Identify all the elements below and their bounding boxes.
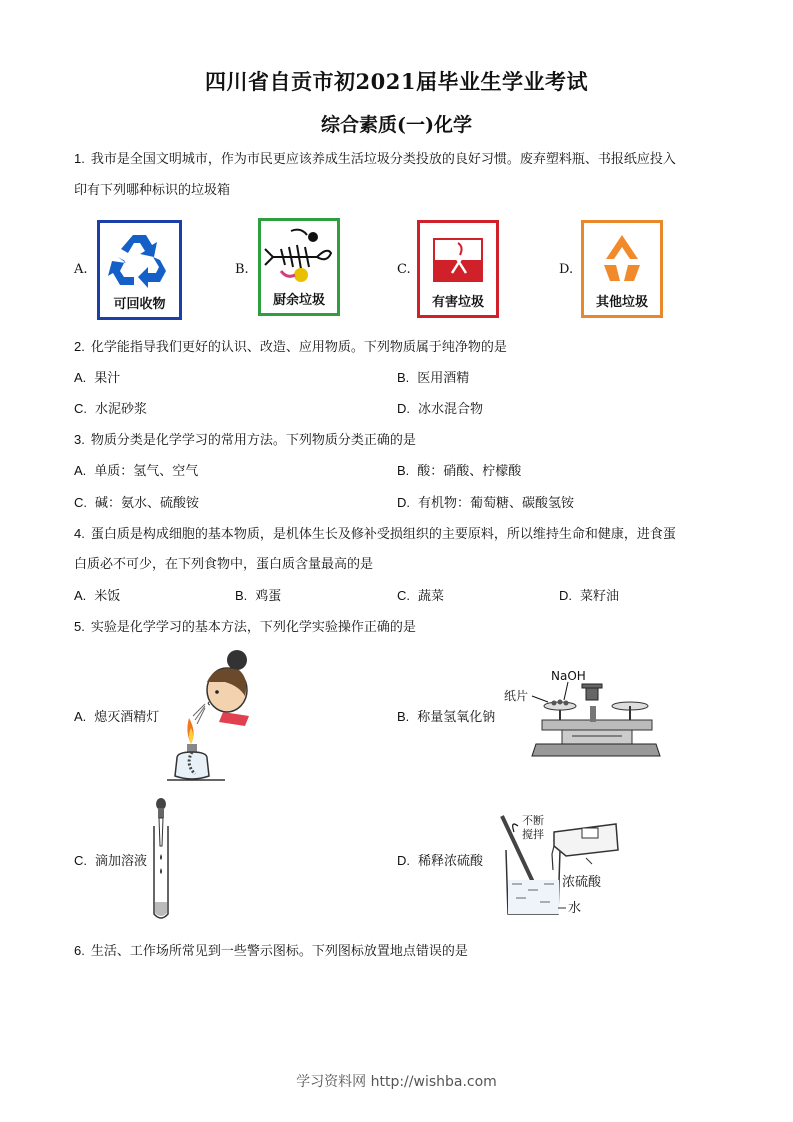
kitchen-waste-label: 厨余垃圾 bbox=[272, 293, 325, 308]
hazardous-waste-label: 有害垃圾 bbox=[431, 295, 484, 310]
other-waste-icon bbox=[584, 225, 660, 291]
q4-line1 bbox=[74, 526, 676, 543]
other-waste-sign bbox=[581, 220, 663, 318]
recycle-bin-label: 可回收物 bbox=[113, 297, 166, 312]
q6-text: 生活、工作场所常见到一些警示图标。下列图标放置地点错误的是 bbox=[90, 944, 468, 959]
q2-option-d: D. 冰水混合物 bbox=[397, 401, 484, 417]
q5-text: 实验是化学学习的基本方法，下列化学实验操作正确的是 bbox=[90, 620, 416, 635]
q2-number: 2. bbox=[74, 339, 85, 354]
page-subtitle: 综合素质(一)化学 bbox=[321, 114, 472, 136]
q1-option-b-key: B. bbox=[235, 262, 249, 277]
q2-text: 化学能指导我们更好的认识、改造、应用物质。下列物质属于纯净物的是 bbox=[90, 340, 507, 355]
q3-text: 物质分类是化学学习的常用方法。下列物质分类正确的是 bbox=[90, 433, 416, 448]
q3-option-c: C. 碱：氨水、硫酸铵 bbox=[74, 495, 200, 511]
water-label: 水 bbox=[568, 901, 582, 916]
q5-option-a: A. 熄灭酒精灯 bbox=[74, 709, 160, 725]
q2-option-b: B. 医用酒精 bbox=[397, 370, 470, 386]
q5-line bbox=[74, 619, 416, 636]
q1-text1: 我市是全国文明城市，作为市民更应该养成生活垃圾分类投放的良好习惯。废弃塑料瓶、书报纸应投入 bbox=[90, 152, 676, 167]
dilute-sulfuric-acid-figure bbox=[496, 810, 621, 920]
q5-option-c: C. 滴加溶液 bbox=[74, 853, 148, 869]
q3-option-b: B. 酸：硝酸、柠檬酸 bbox=[397, 463, 522, 479]
q4-text1: 蛋白质是构成细胞的基本物质，是机体生长及修补受损组织的主要原料，所以维持生命和健康，进食蛋 bbox=[90, 527, 676, 542]
q1-option-c-key: C. bbox=[397, 262, 411, 277]
q3-line bbox=[74, 432, 416, 449]
q4-option-a: A. 米饭 bbox=[74, 588, 121, 604]
q6-number: 6. bbox=[74, 943, 85, 958]
q2-option-a: A. 果汁 bbox=[74, 370, 121, 386]
recycle-icon bbox=[100, 227, 179, 297]
other-waste-label: 其他垃圾 bbox=[595, 295, 648, 310]
q1-number: 1. bbox=[74, 151, 85, 166]
blowing-out-alcohol-lamp-figure bbox=[165, 648, 260, 783]
q1-option-a-key: A. bbox=[74, 262, 88, 277]
q1-text2: 印有下列哪种标识的垃圾箱 bbox=[74, 183, 231, 198]
paper-label: 纸片 bbox=[504, 689, 529, 703]
q4-text2: 白质必不可少，在下列食物中，蛋白质含量最高的是 bbox=[74, 557, 374, 572]
q4-option-b: B. 鸡蛋 bbox=[235, 588, 282, 604]
q5-option-d: D. 稀释浓硫酸 bbox=[397, 853, 484, 869]
page-title: 四川省自贡市初2021届毕业生学业考试 bbox=[205, 69, 588, 94]
q3-number: 3. bbox=[74, 432, 85, 447]
q3-option-a: A. 单质：氢气、空气 bbox=[74, 463, 199, 479]
acid-label: 浓硫酸 bbox=[562, 875, 602, 890]
q4-option-c: C. 蔬菜 bbox=[397, 588, 445, 604]
q2-line bbox=[74, 339, 507, 356]
dropper-test-tube-figure bbox=[150, 798, 172, 922]
stir-label-2: 搅拌 bbox=[522, 828, 544, 841]
naoh-label: NaOH bbox=[551, 669, 586, 683]
q4-number: 4. bbox=[74, 526, 85, 541]
q3-option-d: D. 有机物：葡萄糖、碳酸氢铵 bbox=[397, 495, 575, 511]
hazardous-waste-sign bbox=[417, 220, 499, 318]
q1-option-d-key: D. bbox=[559, 262, 574, 277]
q1-line1 bbox=[74, 151, 676, 168]
fish-bone-icon bbox=[261, 223, 337, 291]
recycle-bin-sign bbox=[97, 220, 182, 320]
kitchen-waste-sign bbox=[258, 218, 340, 316]
page-footer: 学习资料网 http://wishba.com bbox=[296, 1074, 497, 1090]
q5-number: 5. bbox=[74, 619, 85, 634]
stir-label-1: 不断 bbox=[522, 814, 544, 827]
q6-line bbox=[74, 943, 468, 960]
q4-option-d: D. 菜籽油 bbox=[559, 588, 620, 604]
hazard-bottle-icon bbox=[420, 225, 496, 291]
q2-option-c: C. 水泥砂浆 bbox=[74, 401, 148, 417]
balance-weighing-figure bbox=[502, 666, 670, 762]
q5-option-b: B. 称量氢氧化钠 bbox=[397, 709, 496, 725]
